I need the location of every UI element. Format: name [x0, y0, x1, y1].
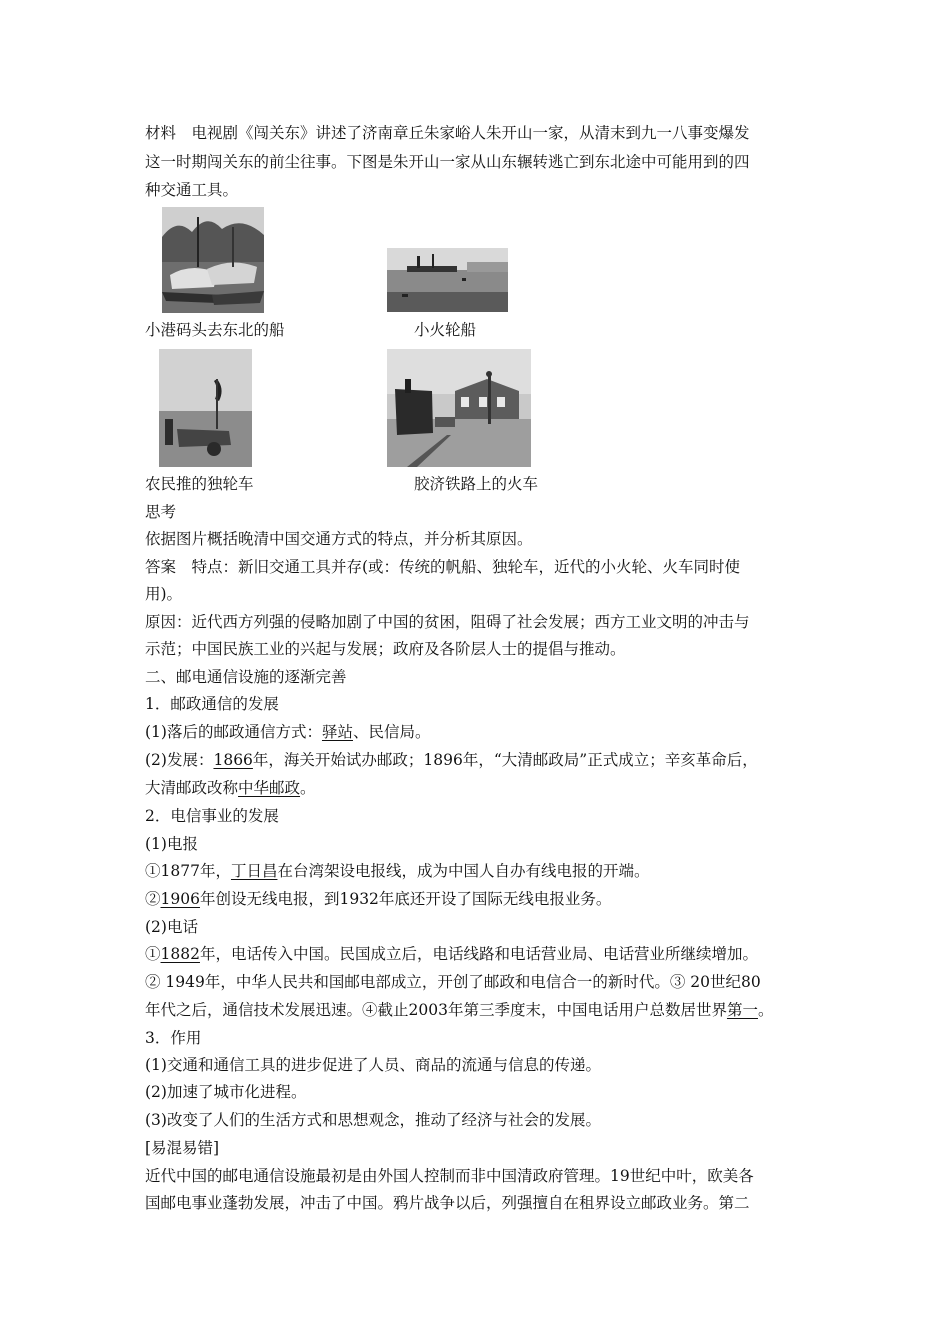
effect-point-2: (2)加速了城市化进程。	[145, 1083, 307, 1101]
material-line-2: 这一时期闯关东的前尘往事。下图是朱开山一家从山东辗转逃亡到东北途中可能用到的四	[145, 153, 750, 171]
blank-answer: 1882	[160, 945, 200, 963]
telegraph-point-2: ②1906年创设无线电报，到1932年底还开设了国际无线电报业务。	[145, 890, 612, 908]
telegraph-point-1: ①1877年，丁日昌在台湾架设电报线，成为中国人自办有线电报的开端。	[145, 862, 650, 880]
phone-point-3: 年代之后，通信技术发展迅速。④截止2003年第三季度末，中国电话用户总数居世界第一。	[145, 1001, 774, 1019]
think-heading: 思考	[145, 503, 177, 521]
postal-point-1: (1)落后的邮政通信方式：驿站、民信局。	[145, 723, 431, 741]
subheading-telegraph: (1)电报	[145, 835, 198, 853]
caption-wheelbarrow: 农民推的独轮车	[145, 475, 254, 493]
answer-line-2: 用)。	[145, 585, 183, 603]
material-line-3: 种交通工具。	[145, 181, 239, 199]
blank-answer: 驿站	[321, 723, 353, 741]
reason-line-1: 原因：近代西方列强的侵略加剧了中国的贫困，阻碍了社会发展；西方工业文明的冲击与	[145, 613, 750, 631]
postal-point-2: (2)发展：1866年，海关开始试办邮政；1896年，“大清邮政局”正式成立；辛亥革命后，	[145, 751, 758, 769]
phone-point-2: ② 1949年，中华人民共和国邮电部成立，开创了邮政和电信合一的新时代。③ 20世纪80	[145, 973, 761, 991]
blank-answer: 丁日昌	[230, 862, 278, 880]
answer-line-1: 答案 特点：新旧交通工具并存(或：传统的帆船、独轮车，近代的小火轮、火车同时使	[145, 558, 741, 576]
caption-steamer: 小火轮船	[414, 321, 477, 339]
effect-point-1: (1)交通和通信工具的进步促进了人员、商品的流通与信息的传递。	[145, 1056, 601, 1074]
wheelbarrow-photo	[159, 349, 252, 467]
postal-point-2-cont: 大清邮政改称中华邮政。	[145, 779, 316, 797]
blank-answer: 第一	[726, 1001, 758, 1019]
blank-answer: 中华邮政	[238, 779, 301, 797]
harbor-boat-photo	[162, 207, 264, 313]
blank-answer: 1866	[213, 751, 253, 769]
heading-telecom: 2．电信事业的发展	[145, 807, 279, 825]
confusion-tag: [易混易错]	[145, 1139, 220, 1157]
confusion-line-1: 近代中国的邮电通信设施最初是由外国人控制而非中国清政府管理。19世纪中叶，欧美各	[145, 1167, 754, 1185]
reason-line-2: 示范；中国民族工业的兴起与发展；政府及各阶层人士的提倡与推动。	[145, 640, 626, 658]
heading-effect: 3．作用	[145, 1029, 202, 1047]
train-photo	[387, 349, 531, 467]
material-line-1: 材料 电视剧《闯关东》讲述了济南章丘朱家峪人朱开山一家，从清末到九一八事变爆发	[145, 124, 750, 142]
think-question: 依据图片概括晚清中国交通方式的特点，并分析其原因。	[145, 530, 533, 548]
caption-harbor-boat: 小港码头去东北的船	[145, 321, 285, 339]
caption-train: 胶济铁路上的火车	[414, 475, 539, 493]
phone-point-1: ①1882年，电话传入中国。民国成立后，电话线路和电话营业局、电话营业所继续增加。	[145, 945, 758, 963]
subheading-phone: (2)电话	[145, 918, 198, 936]
heading-postal: 1．邮政通信的发展	[145, 695, 279, 713]
steamer-photo	[387, 248, 508, 312]
effect-point-3: (3)改变了人们的生活方式和思想观念，推动了经济与社会的发展。	[145, 1111, 601, 1129]
blank-answer: 1906	[160, 890, 200, 908]
confusion-line-2: 国邮电事业蓬勃发展，冲击了中国。鸦片战争以后，列强擅自在租界设立邮政业务。第二	[145, 1194, 750, 1212]
section-title: 二、邮电通信设施的逐渐完善	[145, 668, 347, 686]
